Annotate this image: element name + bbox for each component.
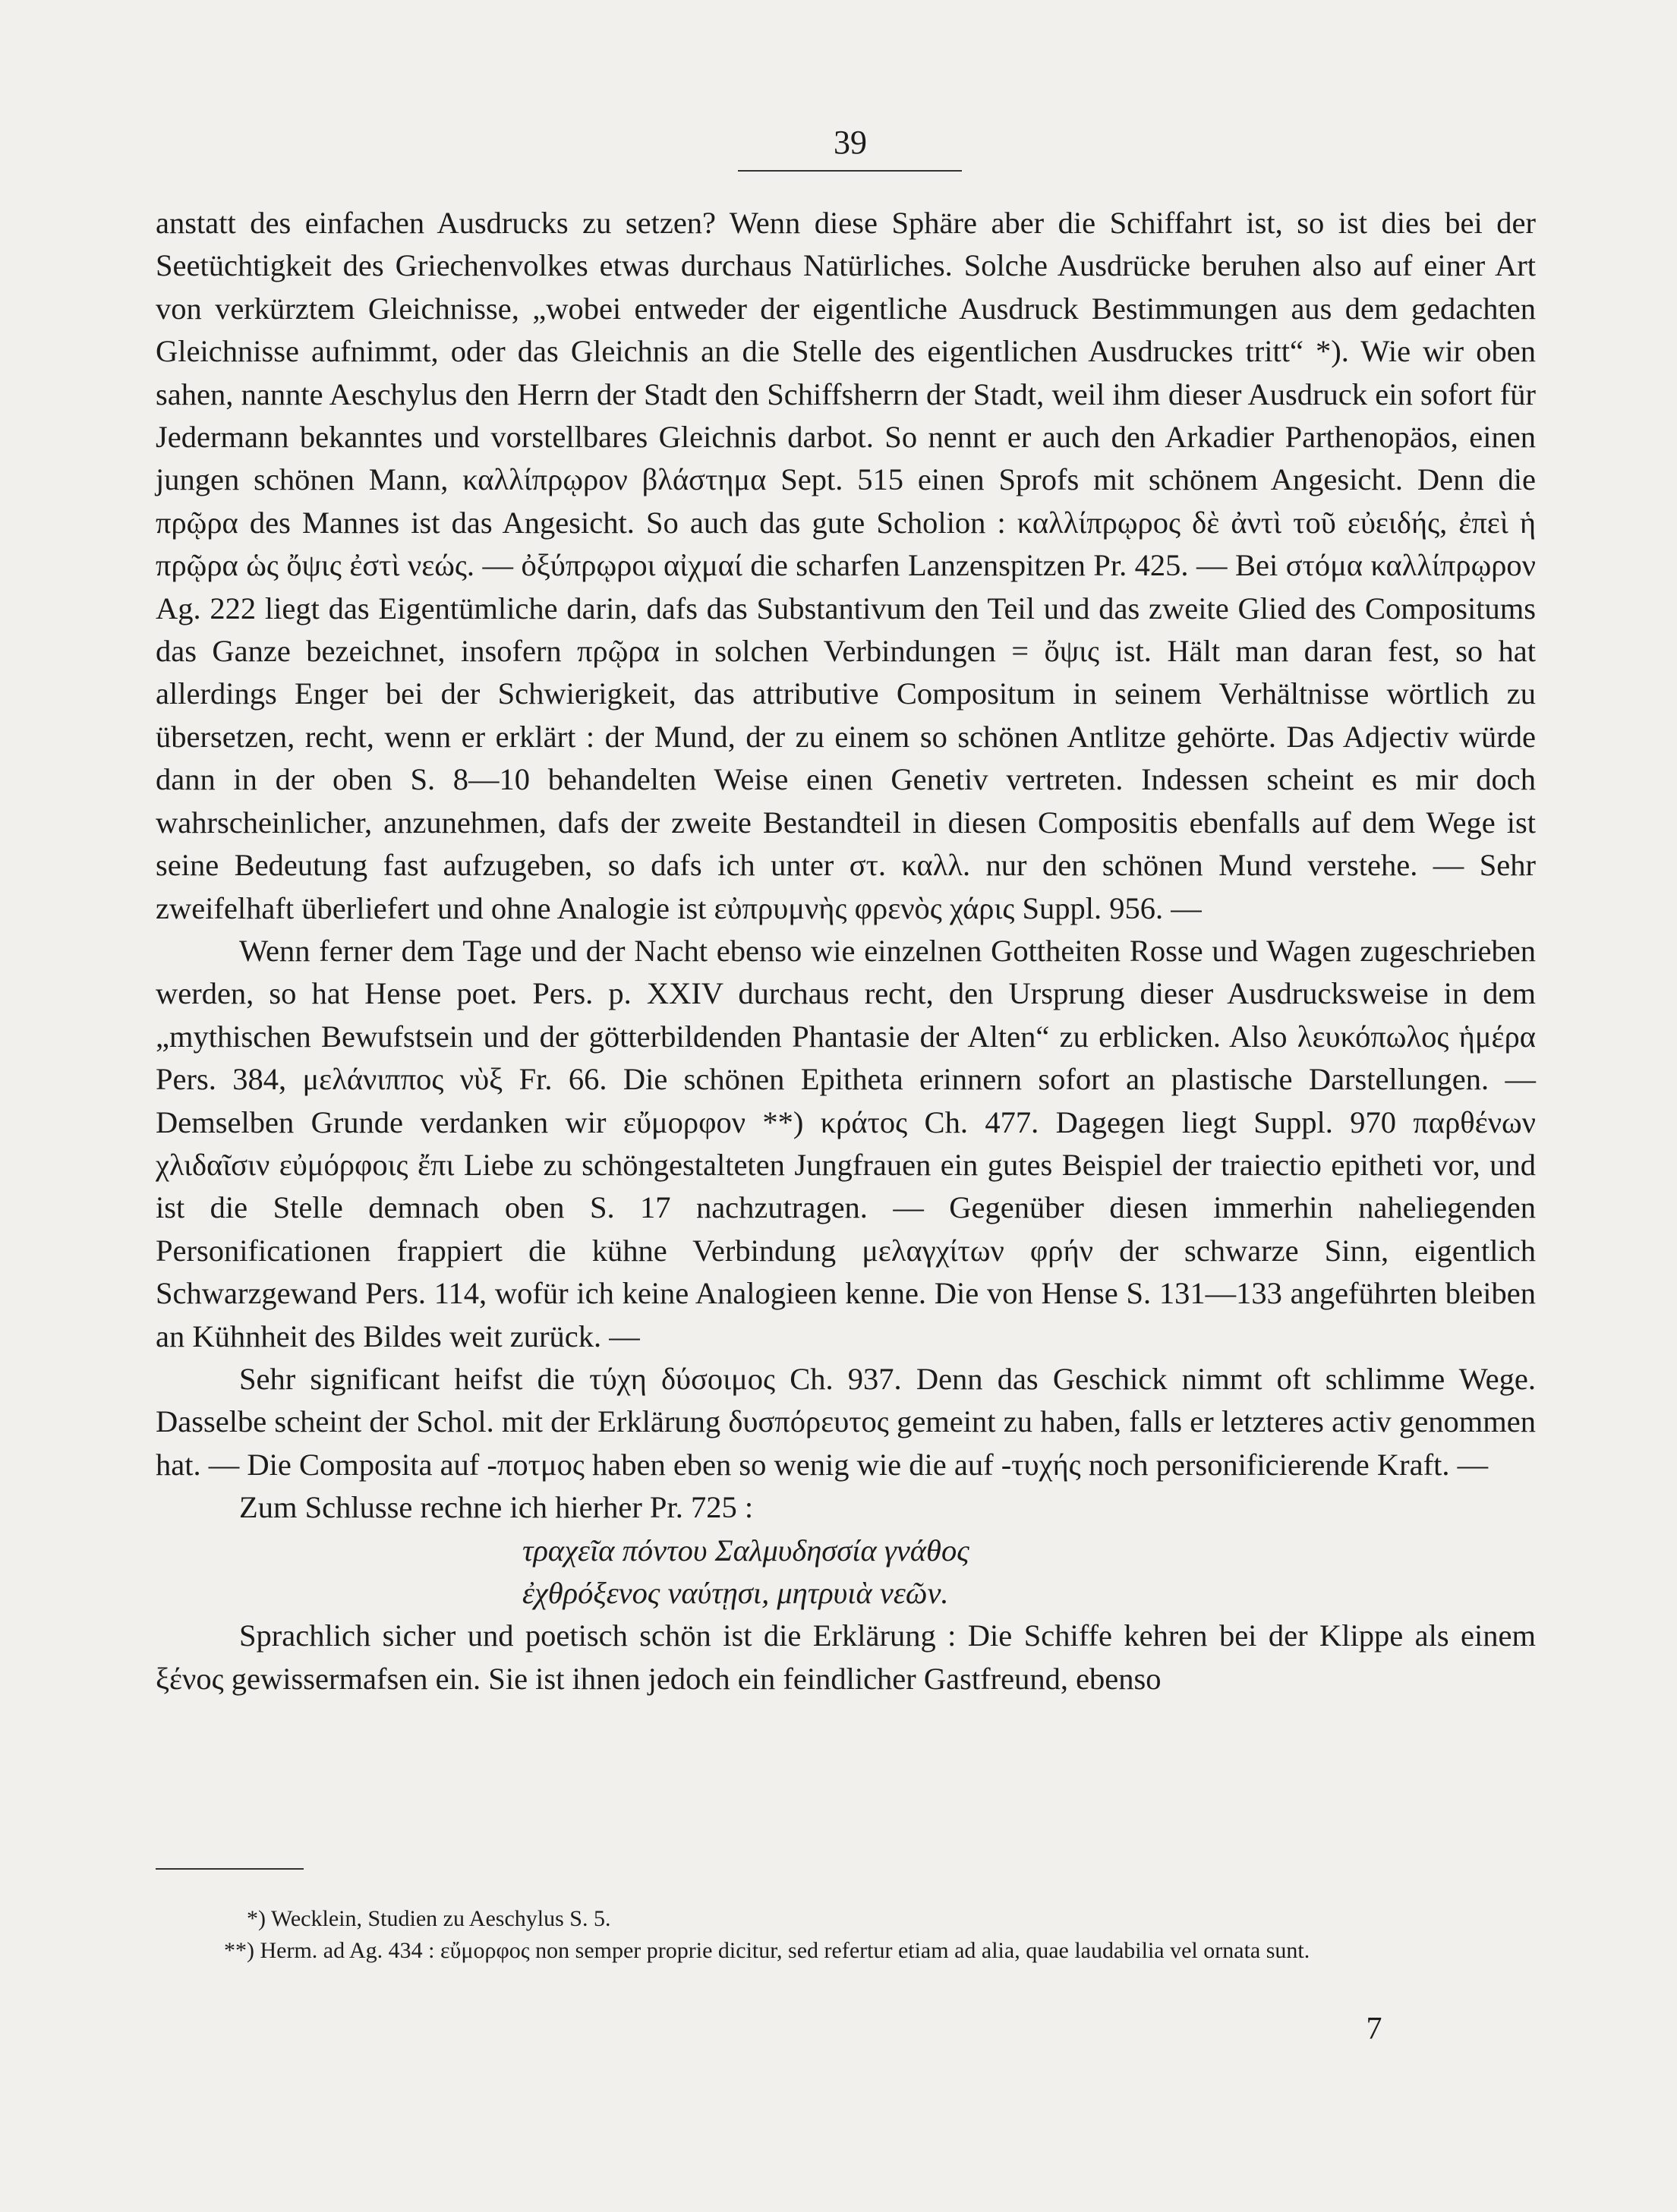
footnote-2: **) Herm. ad Ag. 434 : εὔμορφος non semper proprie dicitur, sed refertur etiam ad alia, quae laudabilia vel ornata sunt.: [224, 1938, 1310, 1963]
closing-paragraph: Sprachlich sicher und poetisch schön ist die Erklärung : Die Schiffe kehren bei der Klippe als einem ξένος gewissermafsen ein. Sie ist ihnen jedoch ein feindlicher Gastfreund, ebenso: [156, 1618, 1536, 1696]
verse-quotation: [156, 1530, 1536, 1615]
footnote-rule: [156, 1868, 304, 1870]
footnote-1: *) Wecklein, Studien zu Aeschylus S. 5.: [247, 1906, 611, 1931]
paragraph-2: Wenn ferner dem Tage und der Nacht ebenso wie einzelnen Gottheiten Rosse und Wagen zugeschrieben werden, so hat Hense poet. Pers. p. XXIV durchaus recht, den Ursprung dieser Ausdrucksweise in dem „mythischen Bewufstsein und der götterbildenden Phantasie der Alten“ zu erblicken. Also λευκόπωλος ἡμέρα Pers. 384, μελάνιππος νὺξ Fr. 66. Die schönen Epitheta erinnern sofort an plastische Darstellungen. — Demselben Grunde verdanken wir εὔμορφον **) κράτος Ch. 477. Dagegen liegt Suppl. 970 παρθένων χλιδαῖσιν εὐμόρφοις ἔπι Liebe zu schöngestalteten Jungfrauen ein gutes Beispiel der traiectio epitheti vor, und ist die Stelle demnach oben S. 17 nachzutragen. — Gegenüber diesen immerhin naheliegenden Personificationen frappiert die kühne Verbindung μελαγχίτων φρήν der schwarze Sinn, eigentlich Schwarzgewand Pers. 114, wofür ich keine Analogieen kenne. Die von Hense S. 131—133 angeführten bleiben an Kühnheit des Bildes weit zurück. —: [156, 933, 1536, 1353]
page-number: 39: [834, 124, 867, 161]
verse-line-1: τραχεῖα πόντου Σαλμυδησσία γνάθος: [522, 1533, 969, 1568]
header-rule: [738, 170, 962, 172]
verse-lead-in: Zum Schlusse rechne ich hierher Pr. 725 :: [239, 1490, 754, 1525]
signature-mark: 7: [1366, 2012, 1382, 2047]
verse-line-2: ἐχθρόξενος ναύτῃσι, μητρυιὰ νεῶν.: [522, 1576, 949, 1610]
paragraph-1: anstatt des einfachen Ausdrucks zu setzen? Wenn diese Sphäre aber die Schiffahrt ist, so ist dies bei der Seetüchtigkeit des Griechenvolkes etwas durchaus Natürliches. Solche Ausdrücke beruhen also auf einer Art von verkürztem Gleichnisse, „wobei entweder der eigentliche Ausdruck Bestimmungen aus dem gedachten Gleichnisse aufnimmt, oder das Gleichnis an die Stelle des eigentlichen Ausdruckes tritt“ *). Wie wir oben sahen, nannte Aeschylus den Herrn der Stadt den Schiffsherrn der Stadt, weil ihm dieser Ausdruck ein sofort für Jedermann bekanntes und vorstellbares Gleichnis darbot. So nennt er auch den Arkadier Parthenopäos, einen jungen schönen Mann, καλλίπρῳρον βλάστημα Sept. 515 einen Sprofs mit schönem Angesicht. Denn die πρῷρα des Mannes ist das Angesicht. So auch das gute Scholion : καλλίπρῳρος δὲ ἀντὶ τοῦ εὐειδής, ἐπεὶ ἡ πρῷρα ὡς ὄψις ἐστὶ νεώς. — ὀξύπρῳροι αἰχμαί die scharfen Lanzenspitzen Pr. 425. — Bei στόμα καλλίπρῳρον Ag. 222 liegt das Eigentümliche darin, dafs das Substantivum den Teil und das zweite Glied des Compositums das Ganze bezeichnet, insofern πρῷρα in solchen Verbindungen = ὄψις ist. Hält man daran fest, so hat allerdings Enger bei der Schwierigkeit, das attributive Compositum in seinem Verhältnisse wörtlich zu übersetzen, recht, wenn er erklärt : der Mund, der zu einem so schönen Antlitze gehörte. Das Adjectiv würde dann in der oben S. 8—10 behandelten Weise einen Genetiv vertreten. Indessen scheint es mir doch wahrscheinlicher, anzunehmen, dafs der zweite Bestandteil in diesen Compositis ebenfalls auf dem Wege ist seine Bedeutung fast aufzugeben, so dafs ich unter στ. καλλ. nur den schönen Mund verstehe. — Sehr zweifelhaft überliefert und ohne Analogie ist εὐπρυμνὴς φρενὸς χάρις Suppl. 956. —: [156, 206, 1536, 925]
footnotes: [156, 1903, 1536, 1967]
paragraph-3: Sehr significant heifst die τύχη δύσοιμος Ch. 937. Denn das Geschick nimmt oft schlimme Wege. Dasselbe scheint der Schol. mit der Erklärung δυσπόρευτος gemeint zu haben, falls er letzteres activ genommen hat. — Die Composita auf -ποτμος haben eben so wenig wie die auf -τυχής noch personificierende Kraft. —: [156, 1361, 1536, 1482]
body-text: [156, 202, 1536, 1700]
